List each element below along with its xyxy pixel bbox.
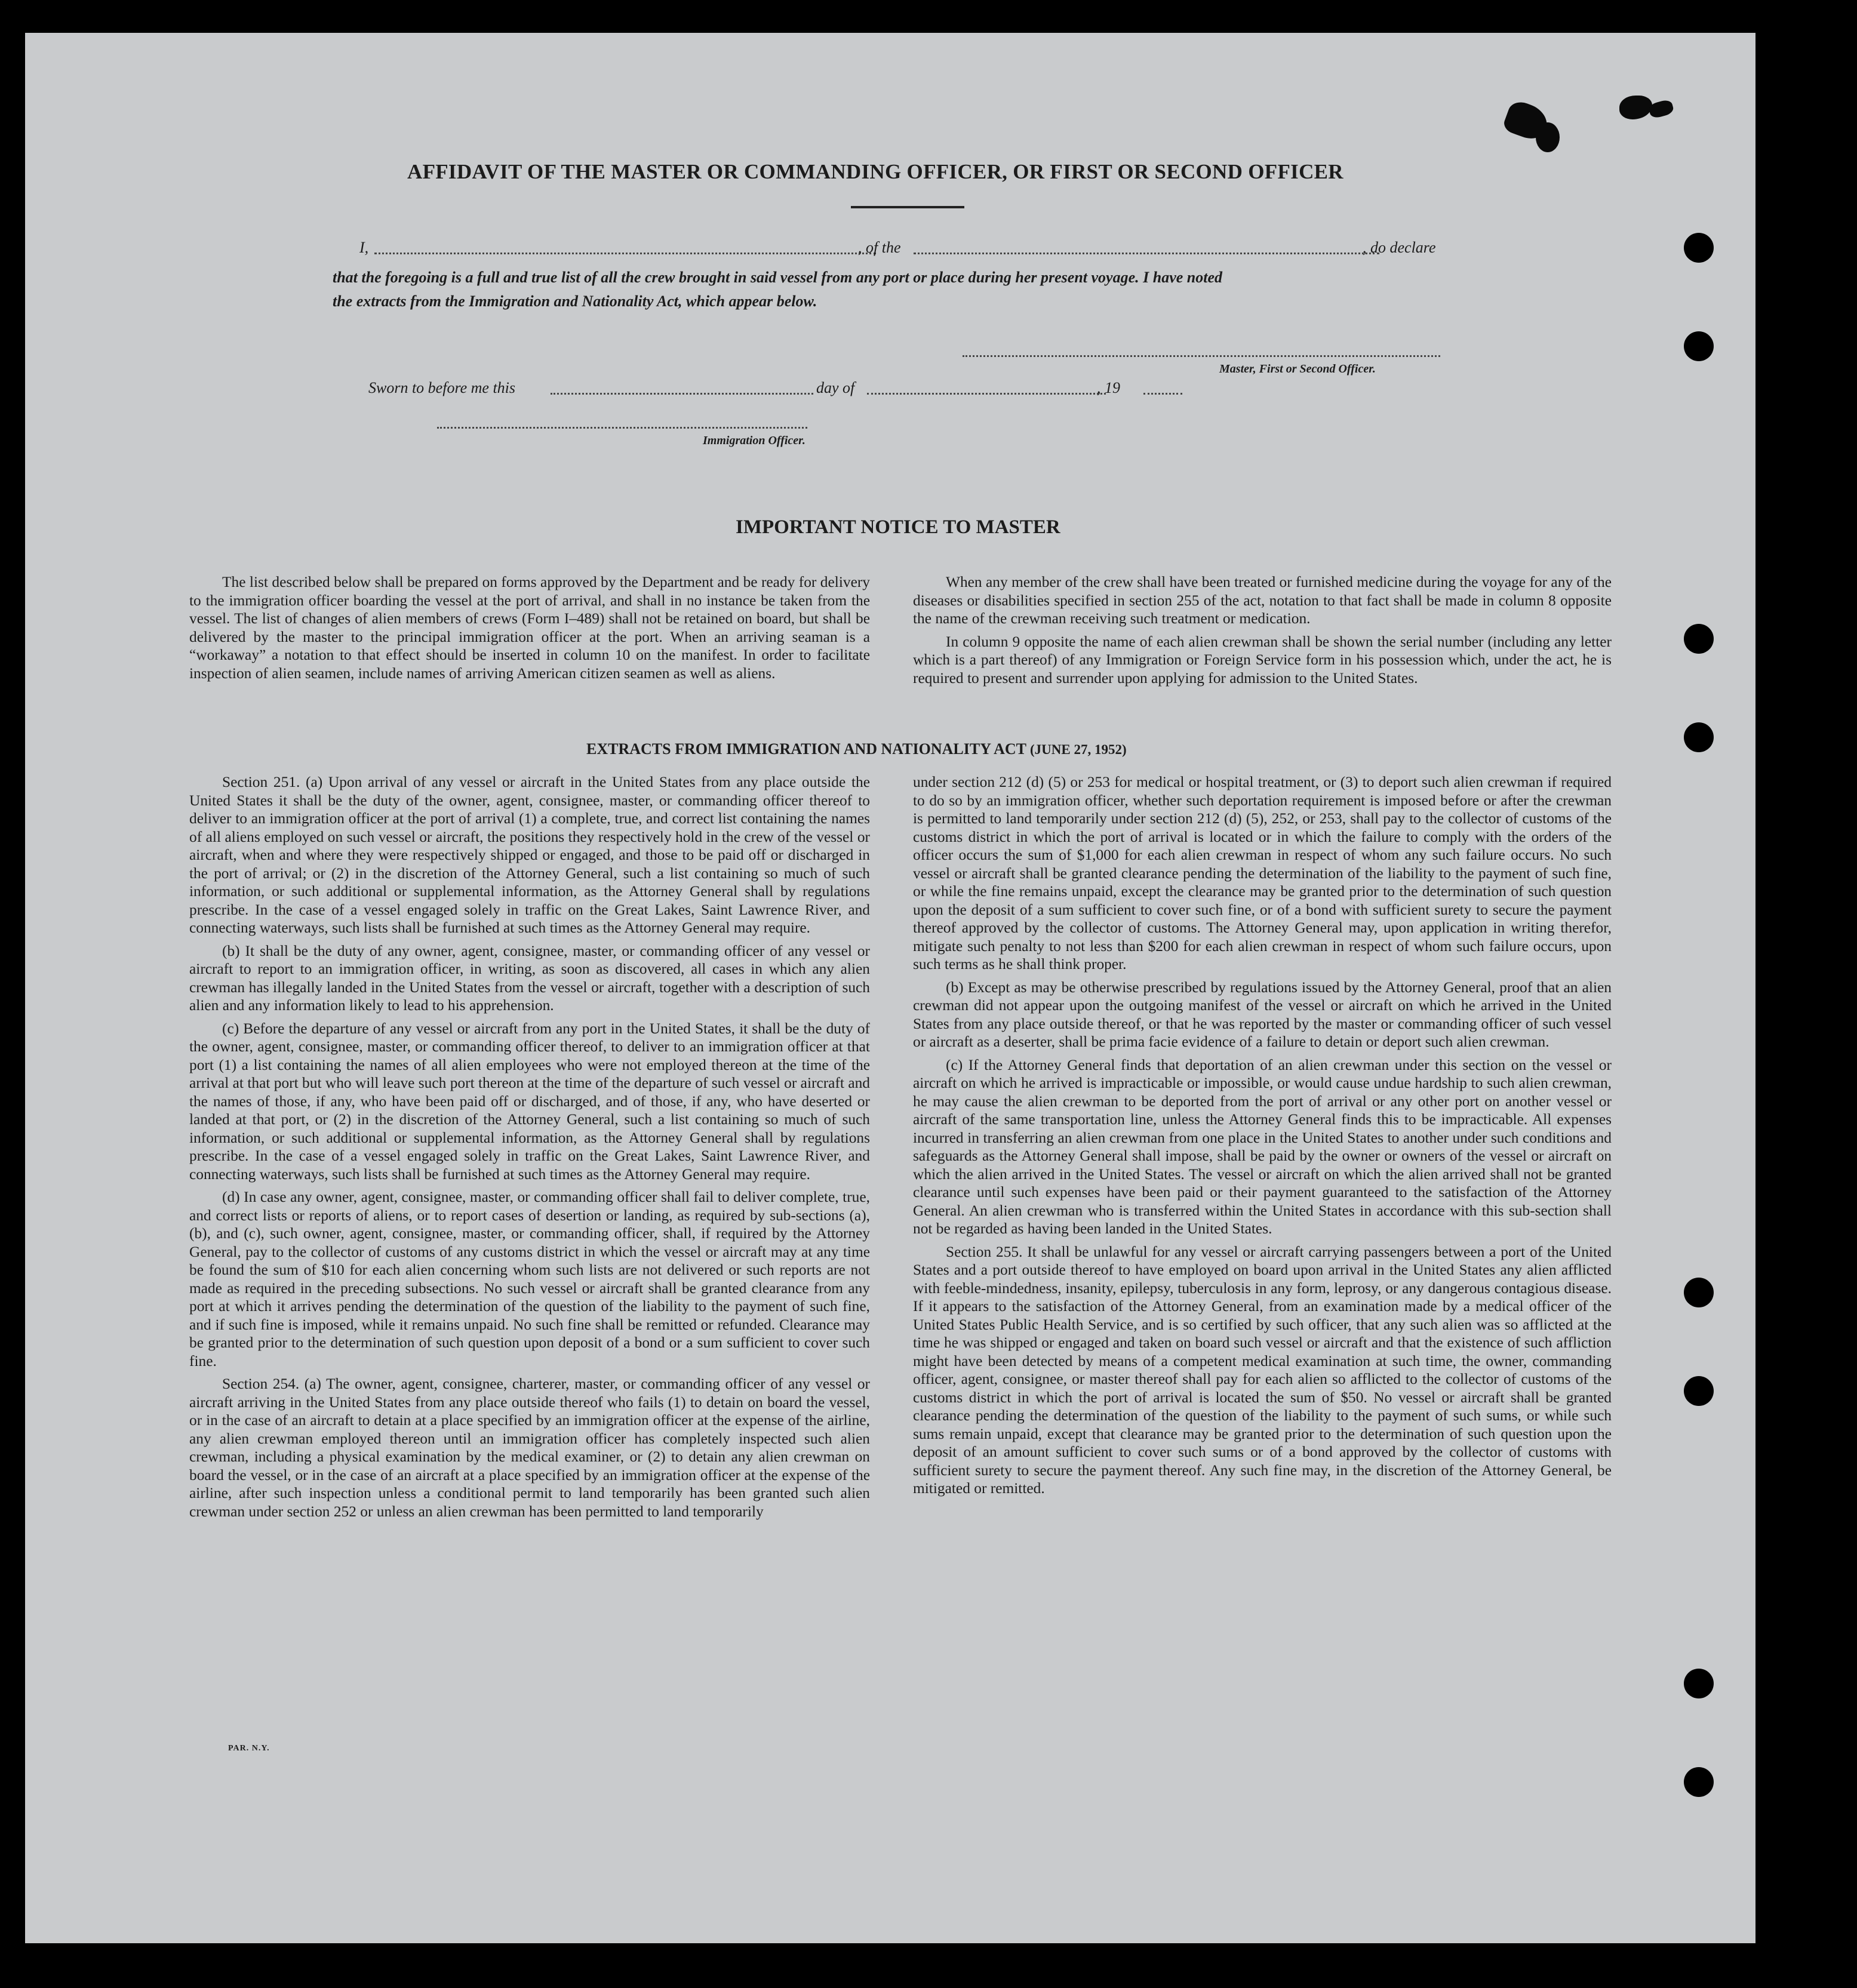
binder-hole	[1684, 624, 1714, 654]
section-paragraph: (b) Except as may be otherwise prescribed by regulations issued by the Attorney General, proof that an alien crewman did not appear upon the outgoing manifest of the vessel or aircraft on which he arrived in the United States from any place outside thereof, or that he was reported by the master or commanding officer of such vessel or aircraft as a deserter, shall be prima facie evidence of a failure to detain or deport such alien crewman.	[913, 978, 1612, 1050]
binder-hole	[1684, 331, 1714, 361]
year-label: , 19	[1097, 379, 1120, 396]
section-paragraph: (c) Before the departure of any vessel or aircraft from any port in the United States, it shall be the duty of the owner, agent, consignee, master, or commanding officer thereof, to deliver to an immigration officer at that port (1) a list containing the names of all alien employees who were not employed thereon at the time of the arrival at that port but who will leave such port thereon at the time of the departure of such vessel or aircraft and the names of those, if any, who have been paid off or discharged, and of those, if any, who have deserted or landed at that port, or (2) in the discretion of the Attorney General, such a list containing so much of such information, or such additional or supplemental information, as the Attorney General shall by regulations prescribe. In the case of a vessel engaged solely in traffic on the Great Lakes, Saint Lawrence River, and connecting waterways, such lists shall be furnished at such times as the Attorney General may require.	[189, 1020, 870, 1183]
binder-hole	[1684, 233, 1714, 263]
vessel-field[interactable]	[914, 253, 1379, 254]
binder-hole	[1684, 1278, 1714, 1307]
ink-blot	[1536, 122, 1560, 152]
sworn-month-field[interactable]	[867, 393, 1106, 395]
ink-blot	[1619, 96, 1652, 119]
day-of-label: day of	[816, 379, 855, 396]
section-paragraph: Section 255. It shall be unlawful for any vessel or aircraft carrying passengers between a port of the United States and a port outside thereof to have employed on board upon arrival in the United States any alien afflicted with feeble-mindedness, insanity, epilepsy, tuberculosis in any form, leprosy, or any dangerous contagious disease. If it appears to the satisfaction of the Attorney General, from an examination made by a medical officer of the United States Public Health Service, and is so certified by such officer, that any such alien was so afflicted at the time he was shipped or engaged and taken on board such vessel or aircraft and that the existence of such affliction might have been detected by means of a competent medical examination at such time, the owner, commanding officer, agent, consignee, or master thereof shall pay for each alien so afflicted to the collector of customs of the customs district in which the port of arrival is located the sum of $50. No vessel or aircraft shall be granted clearance pending the determination of the question of the liability to the payment of such sums, or while such sums remain unpaid, except that clearance may be granted prior to the determination of such question upon the deposit of an amount sufficient to cover such sums or of a bond approved by the collector of customs with sufficient surety to secure the payment thereof. Any such fine may, in the discretion of the Attorney General, be mitigated or remitted.	[913, 1243, 1612, 1497]
notice-paragraph: The list described below shall be prepared on forms approved by the Department and be ready for delivery to the immigration officer boarding the vessel at the port of arrival, and shall in no instance be taken from the vessel. The list of changes of alien members of crews (Form I–489) shall not be retained on board, but shall be delivered by the master to the principal immigration officer at the port. When an arriving seaman is a “workaway” a notation to that effect should be inserted in column 10 on the manifest. In order to facilitate inspection of alien seamen, include names of arriving American citizen seamen as well as aliens.	[189, 574, 870, 682]
officer-signature-label: Immigration Officer.	[703, 434, 805, 447]
do-declare-label: , do declare	[1363, 239, 1436, 256]
notice-right-column	[913, 573, 1612, 692]
section-paragraph: (c) If the Attorney General finds that deportation of an alien crewman under this section on the vessel or aircraft on which he arrived is impracticable or impossible, or would cause undue hardship to such alien crewman, he may cause the alien crewman to be deported from the port of arrival or any other port on another vessel or aircraft of the same transportation line, unless the Attorney General finds this to be impracticable. All expenses incurred in transferring an alien crewman from one place in the United States to another under such conditions and safeguards as the Attorney General shall impose, shall be paid by the owner or owners of the vessel or aircraft on which the alien arrived in the United States. The vessel or aircraft on which the alien arrived shall not be granted clearance until such expenses have been paid or their payment guaranteed to the satisfaction of the Attorney General. An alien crewman who is transferred within the United States in accordance with this sub-section shall not be regarded as having been landed in the United States.	[913, 1056, 1612, 1237]
binder-hole	[1684, 722, 1714, 752]
notice-title: IMPORTANT NOTICE TO MASTER	[736, 516, 1060, 538]
sworn-label: Sworn to before me this	[368, 379, 516, 396]
section-paragraph: Section 254. (a) The owner, agent, consignee, charterer, master, or commanding officer of any vessel or aircraft arriving in the United States from any place outside thereof who fails (1) to detain on board the vessel, or in the case of an aircraft to detain at a place specified by an immigration officer at the expense of the airline, any alien crewman employed thereon until an immigration officer has completely inspected such alien crewman, including a physical examination by the medical examiner, or (2) to detain any alien crewman on board the vessel, or in the case of an aircraft at a place specified by an immigration officer at the expense of the airline, after such inspection unless a conditional permit to land temporarily has been granted such alien crewman under section 252 or unless an alien crewman has been permitted to land temporarily	[189, 1375, 870, 1520]
officer-signature-line[interactable]	[437, 427, 807, 429]
binder-hole	[1684, 1767, 1714, 1797]
extracts-title	[586, 740, 1127, 758]
section-paragraph: Section 251. (a) Upon arrival of any vessel or aircraft in the United States from any place outside the United States it shall be the duty of the owner, agent, consignee, master, or commanding officer thereof to deliver to an immigration officer at the port of arrival (1) a complete, true, and correct list containing the names of all aliens employed on such vessel or aircraft, the positions they respectively hold in the crew of the vessel or aircraft, when and where they were respectively shipped or engaged, and those to be paid off or discharged in the port of arrival; or (2) in the discretion of the Attorney General, such a list containing so much of such information, or such additional or supplemental information, as the Attorney General shall by regulations prescribe. In the case of a vessel engaged solely in traffic on the Great Lakes, Saint Lawrence River, and connecting waterways, such lists shall be furnished at such times as the Attorney General may require.	[189, 774, 870, 936]
section-paragraph: (d) In case any owner, agent, consignee, master, or commanding officer shall fail to deliver complete, true, and correct lists or reports of aliens, or to report cases of desertion or landing, as required by sub-sections (a), (b), and (c), such owner, agent, consignee, master, or commanding officer, shall, if required by the Attorney General, pay to the collector of customs of any customs district in which the vessel or aircraft may at any time be found the sum of $10 for each alien concerning whom such lists are not delivered or such reports are not made as required in the preceding subsections. No such vessel or aircraft shall be granted clearance from any port at which it arrives pending the determination of the question of the liability to the payment of such fine, and if such fine is imposed, while it remains unpaid. No such fine shall be remitted or refunded. Clearance may be granted prior to the determination of such question upon deposit of a bond or a sum sufficient to cover such fine.	[189, 1189, 870, 1370]
notice-left-column	[189, 573, 870, 687]
declaration-line-1: that the foregoing is a full and true list of all the crew brought in said vessel from any port or place during her present voyage. I have noted	[333, 269, 1223, 286]
extracts-right-column	[913, 773, 1612, 1503]
declaration-line-2: the extracts from the Immigration and Nationality Act, which appear below.	[333, 293, 817, 310]
printer-mark: PAR. N.Y.	[228, 1744, 270, 1753]
ink-blot	[1647, 99, 1674, 119]
sworn-day-field[interactable]	[551, 393, 813, 395]
extracts-date: (JUNE 27, 1952)	[1030, 742, 1127, 757]
extracts-left-column	[189, 773, 870, 1525]
binder-hole	[1684, 1376, 1714, 1406]
master-signature-line[interactable]	[963, 355, 1440, 357]
name-field[interactable]	[374, 253, 876, 254]
binder-hole	[1684, 1669, 1714, 1698]
notice-paragraph: In column 9 opposite the name of each alien crewman shall be shown the serial number (including any letter which is a part thereof) of any Immigration or Foreign Service form in his possession which, under the act, he is required to present and surrender upon applying for admission to the United States.	[913, 633, 1612, 687]
master-signature-label: Master, First or Second Officer.	[1219, 362, 1376, 376]
affidavit-title: AFFIDAVIT OF THE MASTER OR COMMANDING OFFICER, OR FIRST OR SECOND OFFICER	[407, 160, 1343, 183]
section-paragraph: (b) It shall be the duty of any owner, agent, consignee, master, or commanding officer of any vessel or aircraft to report to an immigration officer, in writing, as soon as discovered, all cases in which any alien crewman has illegally landed in the United States from the vessel or aircraft, together with a description of such alien and any information likely to lead to his apprehension.	[189, 942, 870, 1014]
title-underline	[851, 206, 964, 208]
i-label: I,	[359, 239, 369, 256]
sworn-year-field[interactable]	[1143, 393, 1182, 395]
notice-paragraph: When any member of the crew shall have been treated or furnished medicine during the voyage for any of the diseases or disabilities specified in section 255 of the act, notation to that fact shall be made in column 8 opposite the name of the crewman receiving such treatment or medication.	[913, 574, 1612, 627]
section-paragraph: under section 212 (d) (5) or 253 for medical or hospital treatment, or (3) to deport such alien crewman if required to do so by an immigration officer, whether such deportation requirement is imposed before or after the crewman is permitted to land temporarily under section 212 (d) (5), 252, or 253, shall pay to the collector of customs of the customs district in which the port of arrival is located or in which the failure to comply with the orders of the officer occurs the sum of $1,000 for each alien crewman in respect of whom any such failure occurs. No such vessel or aircraft shall be granted clearance pending the determination of the liability to the payment of such fine, or while the fine remains unpaid, except the clearance may be granted prior to the determination of such question upon the deposit of a sum sufficient to cover such fine, or of a bond with sufficient surety to secure the payment thereof approved by the collector of customs. The Attorney General may, upon application in writing therefor, mitigate such penalty to not less than $200 for each alien crewman in respect of whom such failure occurs, upon such terms as he shall think proper.	[913, 774, 1612, 973]
of-the-label: , of the	[858, 239, 901, 256]
extracts-title-text: EXTRACTS FROM IMMIGRATION AND NATIONALITY ACT	[586, 740, 1026, 758]
form-page	[25, 33, 1755, 1943]
